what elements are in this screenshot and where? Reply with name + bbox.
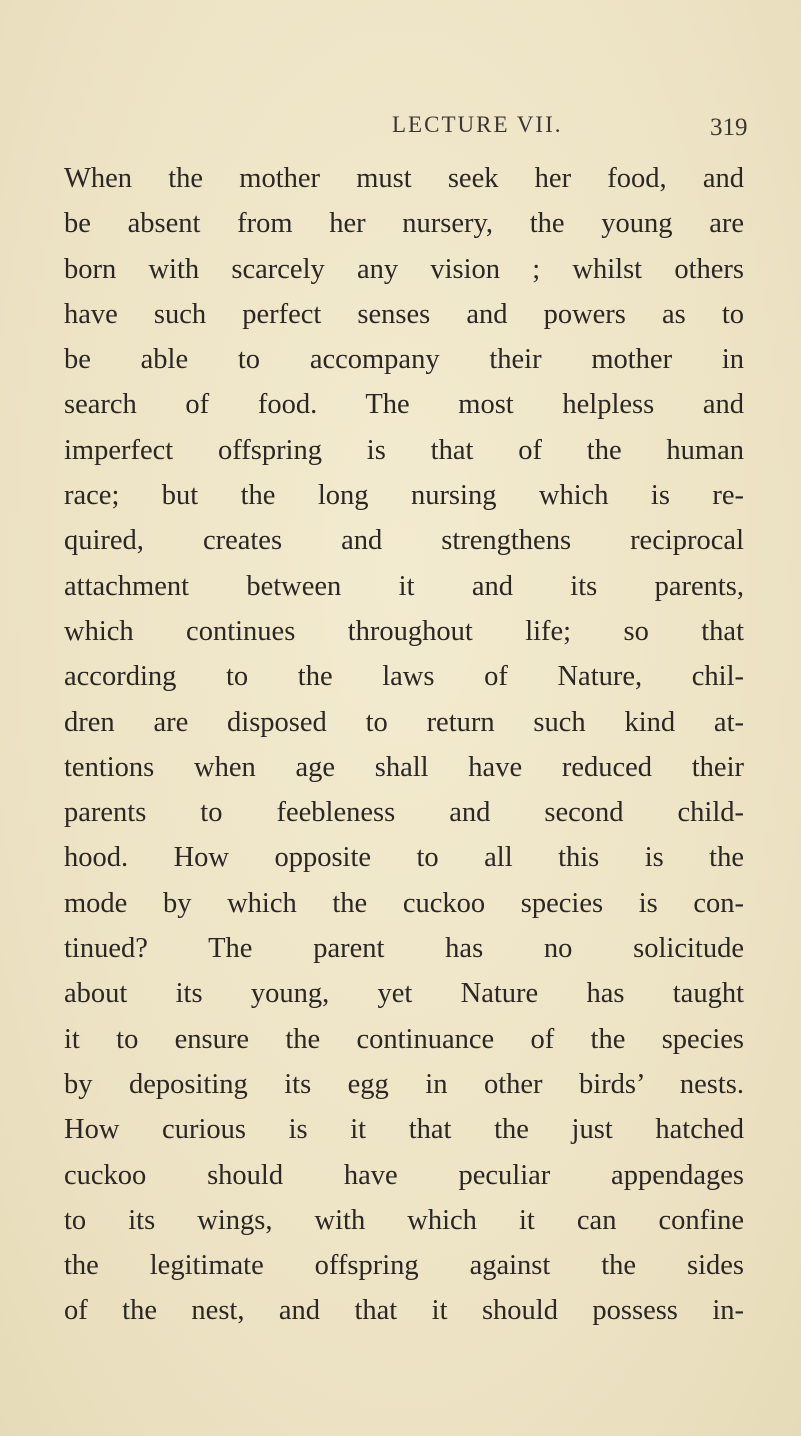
text-line: dren are disposed to return such kind at-: [64, 706, 744, 738]
text-line: have such perfect senses and powers as to: [64, 298, 744, 330]
text-line: parents to feebleness and second child-: [64, 797, 744, 829]
text-line: to its wings, with which it can confine: [64, 1204, 744, 1236]
text-line: tinued? The parent has no solicitude: [64, 933, 744, 965]
page-number: 319: [710, 114, 748, 141]
running-head: [0, 112, 801, 152]
text-line: quired, creates and strengthens reciprocal: [64, 525, 744, 557]
text-line: according to the laws of Nature, chil-: [64, 661, 744, 693]
text-line: search of food. The most helpless and: [64, 389, 744, 421]
text-line: be absent from her nursery, the young are: [64, 208, 744, 240]
text-line: cuckoo should have peculiar appendages: [64, 1159, 744, 1191]
text-line: which continues throughout life; so that: [64, 615, 744, 647]
text-line: hood. How opposite to all this is the: [64, 842, 744, 874]
text-line: attachment between it and its parents,: [64, 570, 744, 602]
text-line: born with scarcely any vision ; whilst others: [64, 253, 744, 285]
text-line: tentions when age shall have reduced their: [64, 751, 744, 783]
text-line: by depositing its egg in other birds’ nests.: [64, 1068, 744, 1100]
running-title: LECTURE VII.: [392, 112, 563, 137]
text-line: race; but the long nursing which is re-: [64, 480, 744, 512]
body-text: [64, 156, 744, 1334]
text-line: the legitimate offspring against the sides: [64, 1250, 744, 1282]
text-line: How curious is it that the just hatched: [64, 1114, 744, 1146]
text-line: be able to accompany their mother in: [64, 344, 744, 376]
text-line: it to ensure the continuance of the species: [64, 1023, 744, 1055]
text-line: When the mother must seek her food, and: [64, 163, 744, 194]
text-line: of the nest, and that it should possess in-: [64, 1295, 744, 1327]
text-line: mode by which the cuckoo species is con-: [64, 887, 744, 919]
text-line: imperfect offspring is that of the human: [64, 434, 744, 466]
text-line: about its young, yet Nature has taught: [64, 978, 744, 1010]
